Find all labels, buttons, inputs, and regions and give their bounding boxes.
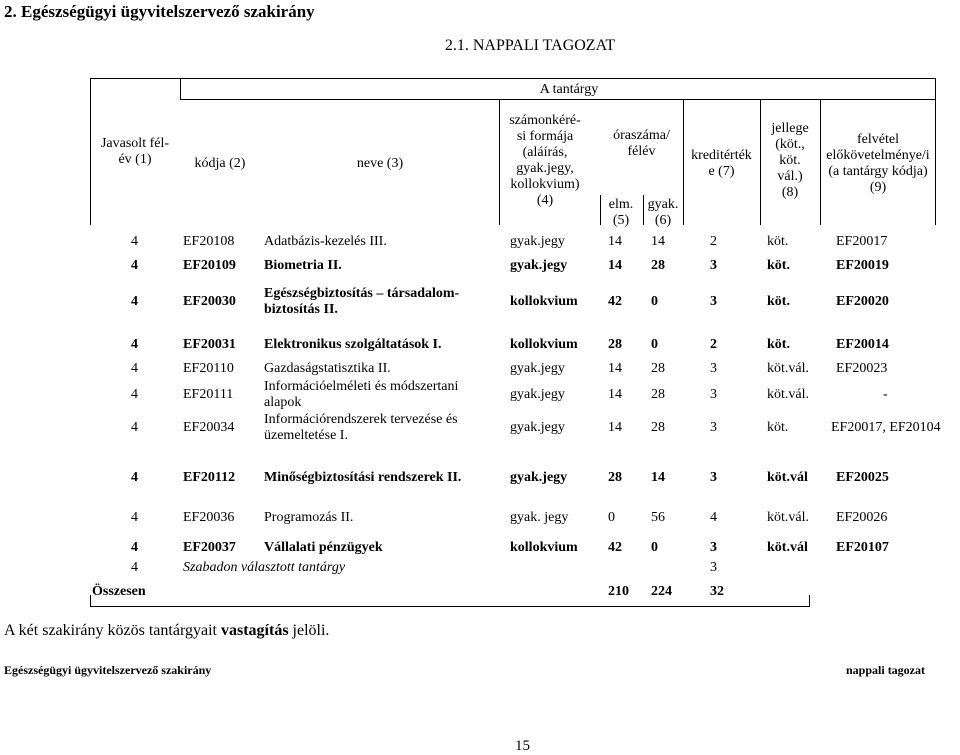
cell-credit: 3 [710,361,717,376]
cell-prereq: EF20025 [836,470,889,485]
cell-sem: 4 [131,294,138,309]
legend-note [4,622,329,640]
cell-name: Információrendszerek tervezése és üzemeltetése I. [264,412,458,443]
cell-name: Programozás II. [264,510,354,525]
subsection-title: 2.1. NAPPALI TAGOZAT [444,37,616,54]
cell-prereq: EF20019 [836,258,889,273]
cell-code: EF20108 [183,234,235,249]
cell-name: Információelméleti és módszertani alapok [264,379,459,410]
note-bold: vastagítás [220,622,289,639]
cell-gyak: 14 [651,470,665,485]
cell-assess: gyak.jegy [510,258,568,273]
cell-sem: 4 [131,510,138,525]
cell-gyak: 28 [651,387,665,402]
cell-gyak: 56 [651,510,665,525]
cell-name: Adatbázis-kezelés III. [264,234,387,249]
cell-elm: 14 [608,420,622,435]
cell-assess: gyak.jegy [510,234,565,249]
cell-prereq: EF20017 [836,234,888,249]
cell-gyak: 0 [651,540,658,555]
cell-gyak: 0 [651,294,658,309]
cell-name: Minőségbiztosítási rendszerek II. [264,470,462,485]
cell-sem: 4 [131,234,138,249]
cell-assess: gyak.jegy [510,470,568,485]
cell-type: köt.vál. [767,361,809,376]
cell-total-label: Összesen [92,584,146,599]
cell-total-credit: 32 [710,584,724,599]
cell-elm: 42 [608,540,622,555]
cell-elm: 28 [608,470,622,485]
cell-type: köt.vál [767,540,808,555]
cell-elm: 14 [608,258,622,273]
header-prereq: felvétel előkövetelménye/i (a tantárgy kódja) (9) [826,132,930,195]
cell-code: EF20031 [183,337,236,352]
cell-total-lecture: 210 [608,584,629,599]
cell-type: köt.vál. [767,510,809,525]
header-code: kódja (2) [194,156,246,171]
cell-name: Elektronikus szolgáltatások I. [264,337,442,352]
cell-type: köt.vál [767,470,808,485]
cell-semester: 4 [131,560,138,575]
cell-name: Vállalati pénzügyek [264,540,383,555]
cell-type: köt. [767,420,789,435]
cell-credit: 4 [710,510,717,525]
cell-gyak: 28 [651,420,665,435]
cell-sem: 4 [131,470,138,485]
cell-credit: 3 [710,294,717,309]
note-text: A két szakirány közös tantárgyait [4,622,221,639]
cell-credit: 3 [710,560,717,575]
cell-credit: 3 [710,540,717,555]
cell-type: köt. [767,337,790,352]
cell-sem: 4 [131,420,138,435]
cell-assess: kollokvium [510,337,578,352]
cell-prereq: EF20023 [836,361,888,376]
cell-credit: 3 [710,387,717,402]
header-type: jellege (köt., köt. vál.) (8) [771,121,809,200]
cell-prereq: EF20017, EF20104 [831,420,941,435]
cell-gyak: 0 [651,337,658,352]
cell-prereq: EF20026 [836,510,888,525]
cell-credit: 3 [710,470,717,485]
header-group: A tantárgy [539,82,599,97]
cell-gyak: 14 [651,234,665,249]
cell-elm: 14 [608,361,622,376]
cell-code: EF20037 [183,540,236,555]
cell-name: Szabadon választott tantárgy [183,560,346,575]
cell-prereq: EF20107 [836,540,889,555]
cell-code: EF20111 [183,387,234,402]
cell-assess: kollokvium [510,540,578,555]
cell-type: köt.vál. [767,387,809,402]
cell-prereq: EF20014 [836,337,889,352]
cell-credit: 2 [710,337,717,352]
cell-name: Egészségbiztosítás – társadalom- biztosítás II. [264,286,460,317]
cell-sem: 4 [131,361,138,376]
cell-type: köt. [767,258,790,273]
cell-type: köt. [767,234,789,249]
section-title: 2. Egészségügyi ügyvitelszervező szakirány [4,2,315,21]
cell-assess: gyak.jegy [510,387,565,402]
cell-credit: 2 [710,234,717,249]
cell-elm: 14 [608,387,622,402]
cell-total-practice: 224 [651,584,672,599]
cell-gyak: 28 [651,361,665,376]
cell-code: EF20030 [183,294,236,309]
cell-credit: 3 [710,420,717,435]
cell-assess: kollokvium [510,294,578,309]
cell-type: köt. [767,294,790,309]
header-name: neve (3) [356,156,404,171]
cell-gyak: 28 [651,258,665,273]
header-credit: kreditérték e (7) [691,148,752,179]
footer-right: nappali tagozat [846,663,926,677]
footer-left: Egészségügyi ügyvitelszervező szakirány [4,663,212,677]
cell-sem: 4 [131,258,138,273]
cell-name: Gazdaságstatisztika II. [264,361,391,376]
page-number: 15 [515,738,530,754]
cell-sem: 4 [131,540,138,555]
header-practice: gyak. (6) [647,197,679,228]
header-hours: óraszáma/ félév [613,128,670,159]
header-assessment: számonkéré- si formája (aláírás, gyak.jegy, kollokvium) (4) [509,113,581,208]
cell-sem: 4 [131,387,138,402]
cell-assess: gyak. jegy [510,510,569,525]
header-semester: Javasolt fél- év (1) [100,136,170,167]
note-suffix: jelöli. [288,622,330,639]
cell-code: EF20109 [183,258,236,273]
cell-code: EF20110 [183,361,234,376]
cell-prereq: - [883,387,888,402]
cell-assess: gyak.jegy [510,420,565,435]
cell-elm: 28 [608,337,622,352]
cell-code: EF20034 [183,420,235,435]
cell-sem: 4 [131,337,138,352]
cell-elm: 14 [608,234,622,249]
cell-credit: 3 [710,258,717,273]
header-lecture: elm. (5) [608,197,634,228]
cell-code: EF20036 [183,510,235,525]
cell-assess: gyak.jegy [510,361,565,376]
cell-prereq: EF20020 [836,294,889,309]
cell-name: Biometria II. [264,258,342,273]
cell-elm: 42 [608,294,622,309]
cell-code: EF20112 [183,470,236,485]
cell-elm: 0 [608,510,615,525]
